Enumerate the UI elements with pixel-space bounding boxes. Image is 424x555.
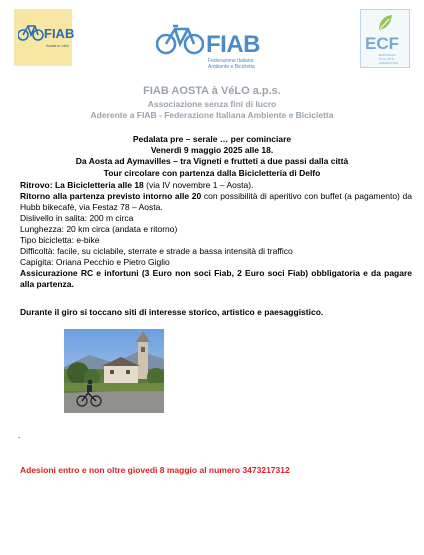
bicycle-icon (18, 23, 44, 41)
logo-left-sub: Aosta in vélo (46, 43, 69, 48)
logo-right-sub: EUROPEAN CYCLISTS' FEDERATION (379, 53, 399, 65)
bicycle-icon (156, 23, 204, 55)
landscape-photo (64, 329, 164, 413)
logo-mid-name: FIAB (206, 31, 260, 58)
logo-right-name: ECF (365, 34, 399, 53)
event-route: Da Aosta ad Aymavilles – tra Vigneti e frutteti a due passi dalla città (75, 156, 349, 166)
org-subtitle: Associazione senza fini di lucro (147, 99, 277, 109)
ritorno-line: Ritorno alla partenza previsto intorno alle 20 con possibilità di aperitivo con buffet (a pagamento) da Hubb bikecafè, via Festaz 78 – Aosta. (20, 191, 412, 212)
event-date: Venerdì 9 maggio 2025 alle 18. (150, 145, 274, 155)
logo-mid-sub: Federazione Italiana Ambiente e Bicicletta (208, 58, 255, 70)
assicurazione-line: Assicurazione RC e infortuni (3 Euro non soci Fiab, 2 Euro soci Fiab) obbligatoria e da pagare alla partenza. (20, 268, 412, 289)
fiab-aosta-logo (14, 9, 75, 66)
lunghezza-line: Lunghezza: 20 km circa (andata e ritorno) (20, 224, 178, 234)
org-affiliation: Aderente a FIAB - Federazione Italiana Ambiente e Bicicletta (90, 110, 334, 120)
stray-dot: . (18, 430, 21, 440)
logo-left-name: FIAB (44, 26, 75, 41)
fiab-logo (156, 23, 266, 70)
event-subtitle: Pedalata pre – serale … per cominciare (132, 134, 292, 144)
ecf-logo (360, 9, 410, 68)
capigita-line: Capigita: Oriana Pecchio e Pietro Giglio (20, 257, 170, 267)
ritrovo-line: Ritrovo: La Bicicletteria alle 18 (via IV novembre 1 – Aosta). (20, 180, 254, 190)
dislivello-line: Dislivello in salita: 200 m circa (20, 213, 134, 223)
event-tour: Tour circolare con partenza dalla Bicicletteria di Delfo (103, 168, 321, 178)
tipo-bicicletta-line: Tipo bicicletta: e-bike (20, 235, 100, 245)
org-title: FIAB AOSTA à VéLO a.p.s. (143, 85, 281, 97)
leaf-icon (377, 14, 393, 32)
difficolta-line: Difficoltà: facile, su ciclabile, sterrate e strade a bassa intensità di traffico (20, 246, 293, 256)
registration-note: Adesioni entro e non oltre giovedì 8 maggio al numero 3473217312 (20, 465, 290, 475)
interest-note: Durante il giro si toccano siti di interesse storico, artistico e paesaggistico. (20, 307, 324, 317)
